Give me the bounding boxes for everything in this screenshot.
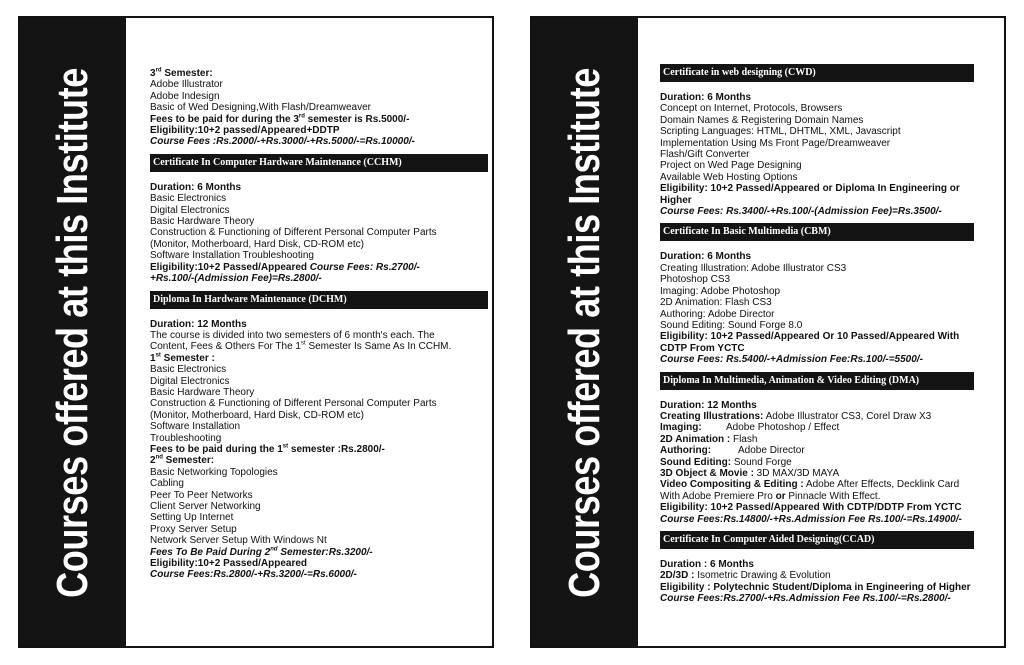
list-item: Basic Hardware Theory (150, 386, 255, 398)
list-item: Basic Hardware Theory (150, 216, 255, 228)
list-item: Creating Illustration: Adobe Illustrator CS3 (660, 262, 847, 274)
list-item: Sound Editing: Sound Forge 8.0 (660, 319, 803, 331)
side-band (20, 18, 126, 646)
cchm-section (150, 154, 488, 285)
cbm-eligibility: Eligibility: 10+2 Passed/Appeared Or 10 Passed/Appeared With (660, 331, 960, 343)
list-item: Authoring: Adobe Director (660, 445, 805, 457)
cchm-title-bar: Certificate In Computer Hardware Maintenance (CCHM) (150, 154, 488, 172)
left-content (150, 18, 478, 646)
list-item: Setting Up Internet (150, 512, 234, 524)
list-item: Sound Editing: Sound Forge (660, 456, 792, 468)
list-item: Peer To Peer Networks (150, 489, 253, 501)
sem3-heading: 3rd Semester: (150, 67, 213, 79)
ccad-duration: Duration : 6 Months (660, 559, 754, 570)
cchm-course-fees: +Rs.100/-(Admission Fee)=Rs.2800/- (150, 273, 322, 285)
cwd-section (660, 64, 974, 217)
dchm-title-bar: Diploma In Hardware Maintenance (DCHM) (150, 291, 488, 309)
list-item: Client Server Networking (150, 501, 261, 512)
sem3-section (150, 68, 478, 148)
cwd-duration: Duration: 6 Months (660, 92, 752, 103)
dchm-sem2-fees: Fees To Be Paid During 2nd Semester:Rs.3200/- (150, 546, 373, 558)
dchm-intro: Content, Fees & Others For The 1st Semester Is Same As In CCHM. (150, 340, 452, 353)
list-item: Software Installation (150, 421, 241, 433)
list-item: Imaging: Adobe Photoshop / Effect (660, 422, 840, 434)
ccad-eligibility: Eligibility : Polytechnic Student/Diploma in Engineering of Higher (660, 581, 971, 593)
side-band (532, 18, 638, 646)
list-item: Scripting Languages: HTML, DHTML, XML, Javascript (660, 126, 901, 138)
list-item: With Adobe Premiere Pro or Pinnacle With Effect. (660, 490, 881, 502)
list-item: Digital Electronics (150, 375, 230, 387)
band-title: Courses offered at this Institute (560, 68, 609, 598)
sem3-course-fees: Course Fees :Rs.2000/-+Rs.3000/-+Rs.5000/-=Rs.10000/- (150, 136, 415, 148)
cbm-section (660, 223, 974, 365)
list-item: Creating Illustrations: Adobe Illustrator CS3, Corel Draw X3 (660, 410, 932, 422)
cwd-eligibility: Higher (660, 194, 692, 206)
list-item: Network Server Setup With Windows Nt (150, 535, 327, 547)
cchm-duration: Duration: 6 Months (150, 181, 242, 193)
list-item: Imaging: Adobe Photoshop (660, 285, 781, 297)
right-content (660, 18, 990, 646)
list-item: Basic Networking Topologies (150, 466, 278, 478)
dchm-course-fees: Course Fees:Rs.2800/-+Rs.3200/-=Rs.6000/- (150, 569, 357, 581)
list-item: Construction & Functioning of Different Personal Computer Parts (150, 398, 437, 410)
cbm-course-fees: Course Fees: Rs.5400/-+Admission Fee:Rs.100/-=5500/- (660, 354, 923, 366)
ccad-title-bar: Certificate In Computer Aided Designing(CCAD) (660, 531, 974, 549)
cbm-eligibility: CDTP From YCTC (660, 342, 745, 354)
list-item: 2D/3D : Isometric Drawing & Evolution (660, 570, 831, 582)
ccad-course-fees: Course Fees:Rs.2700/-+Rs.Admission Fee Rs.100/-=Rs.2800/- (660, 593, 951, 605)
list-item: Flash/Gift Converter (660, 149, 750, 161)
list-item: Troubleshooting (150, 432, 222, 444)
list-item: 2D Animation : Flash (660, 433, 758, 445)
list-item: Software Installation Troubleshooting (150, 250, 314, 262)
list-item: Authoring: Adobe Director (660, 308, 775, 320)
band-title: Courses offered at this Institute (48, 68, 97, 598)
list-item: Digital Electronics (150, 204, 230, 216)
dchm-sem1-fees: Fees to be paid during the 1st semester :Rs.2800/- (150, 443, 385, 455)
list-item: Available Web Hosting Options (660, 171, 798, 183)
list-item: Project on Wed Page Designing (660, 160, 802, 172)
list-item: 3D Object & Movie : 3D MAX/3D MAYA (660, 467, 840, 479)
list-item: (Monitor, Motherboard, Hard Disk, CD-ROM etc) (150, 409, 364, 421)
cbm-title-bar: Certificate In Basic Multimedia (CBM) (660, 223, 974, 241)
dma-section (660, 372, 974, 525)
list-item: Proxy Server Setup (150, 523, 237, 535)
list-item: Construction & Functioning of Different Personal Computer Parts (150, 227, 437, 239)
cwd-eligibility: Eligibility: 10+2 Passed/Appeared or Diploma In Engineering or (660, 183, 960, 195)
list-item: Adobe Indesign (150, 90, 220, 102)
list-item: Adobe Illustrator (150, 79, 223, 91)
dma-course-fees: Course Fees:Rs.14800/-+Rs.Admission Fee Rs.100/-=Rs.14900/- (660, 513, 962, 525)
left-page (18, 16, 494, 648)
list-item: Basic of Wed Designing,With Flash/Dreamweaver (150, 102, 372, 114)
dchm-eligibility: Eligibility:10+2 Passed/Appeared (150, 558, 308, 570)
cwd-title-bar: Certificate in web designing (CWD) (660, 64, 974, 82)
cbm-duration: Duration: 6 Months (660, 251, 752, 263)
dma-eligibility: Eligibility: 10+2 Passed/Appeared With CDTP/DDTP From YCTC (660, 502, 962, 514)
list-item: Video Compositing & Editing : Adobe After Effects, Decklink Card (660, 479, 960, 491)
dchm-intro: The course is divided into two semesters of 6 month's each. The (150, 329, 435, 341)
list-item: Domain Names & Registering Domain Names (660, 114, 864, 126)
sem3-eligibility: Eligibility:10+2 passed/Appeared+DDTP (150, 125, 340, 137)
list-item: Photoshop CS3 (660, 274, 731, 286)
dchm-sem2-heading: 2nd Semester: (150, 455, 215, 467)
dma-duration: Duration: 12 Months (660, 399, 757, 411)
cchm-eligibility-fees: Eligibility:10+2 Passed/Appeared Course Fees: Rs.2700/- (150, 261, 420, 273)
dchm-section (150, 291, 488, 581)
ccad-section (660, 531, 974, 605)
list-item: 2D Animation: Flash CS3 (660, 297, 772, 309)
list-item: Concept on Internet, Protocols, Browsers (660, 103, 843, 115)
cwd-course-fees: Course Fees: Rs.3400/-+Rs.100/-(Admission Fee)=Rs.3500/- (660, 206, 942, 218)
list-item: Basic Electronics (150, 364, 227, 376)
sem3-fees: Fees to be paid for during the 3rd semester is Rs.5000/- (150, 113, 410, 125)
dma-title-bar: Diploma In Multimedia, Animation & Video Editing (DMA) (660, 372, 974, 390)
list-item: Cabling (150, 478, 184, 490)
dchm-sem1-heading: 1st Semester : (150, 352, 215, 364)
list-item: (Monitor, Motherboard, Hard Disk, CD-ROM etc) (150, 238, 364, 250)
list-item: Basic Electronics (150, 193, 227, 205)
list-item: Implementation Using Ms Front Page/Dreamweaver (660, 137, 891, 149)
dchm-duration: Duration: 12 Months (150, 318, 247, 330)
right-page (530, 16, 1006, 648)
